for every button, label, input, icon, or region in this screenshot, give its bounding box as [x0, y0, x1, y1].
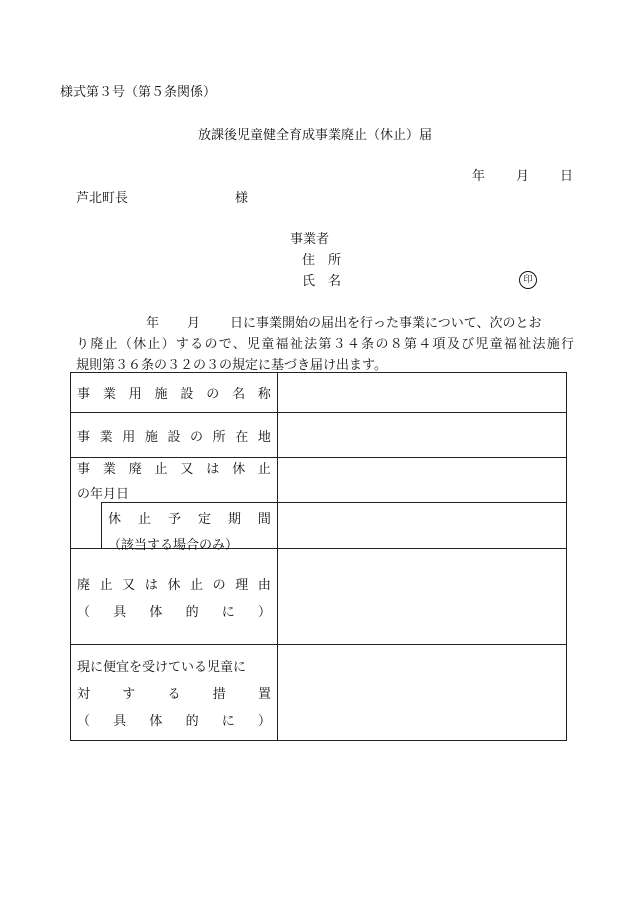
label-char: 廃	[128, 462, 142, 477]
facility-name-label	[71, 383, 277, 402]
table-row	[71, 502, 567, 549]
label-char: 止	[154, 462, 168, 477]
table-row	[71, 549, 567, 645]
label-char: 期	[227, 512, 241, 527]
label-char: は	[144, 577, 158, 593]
label-char: 具	[113, 604, 127, 620]
label-char: 称	[257, 387, 271, 402]
label-char: 設	[167, 429, 181, 445]
label-char: 体	[149, 604, 163, 620]
applicant-label: 事業者	[290, 232, 330, 247]
label-char: は	[206, 462, 220, 477]
applicant-name-label: 氏 名	[302, 274, 342, 289]
statement-month: 月	[187, 316, 201, 331]
closure-date-label-cell	[71, 458, 278, 503]
facility-location-label	[71, 426, 277, 445]
date-year-label: 年	[472, 169, 486, 184]
label-char: 名	[232, 387, 246, 402]
closure-date-label-2: の年月日	[77, 487, 130, 502]
label-char: 業	[102, 387, 116, 402]
label-char: 所	[212, 429, 226, 445]
label-char: 業	[102, 462, 116, 477]
label-char: 具	[113, 714, 127, 729]
label-char: の	[190, 429, 204, 445]
label-char: に	[221, 604, 235, 620]
measures-label: 現に便宜を受けている児童に	[77, 660, 247, 675]
label-char: ）	[257, 604, 271, 620]
label-char: 在	[235, 429, 249, 445]
date-month-label: 月	[516, 169, 530, 184]
label-char: 止	[257, 462, 271, 477]
facility-name-field[interactable]	[278, 373, 567, 413]
reason-label-2	[71, 601, 277, 620]
label-char: 止	[190, 577, 204, 593]
label-char: 用	[128, 387, 142, 402]
label-char: （	[77, 714, 91, 729]
label-char: 事	[77, 387, 91, 402]
label-char: 止	[99, 577, 113, 593]
label-char: （	[77, 604, 91, 620]
table-row	[71, 645, 567, 741]
label-char: 施	[144, 429, 158, 445]
measures-field[interactable]	[278, 645, 567, 741]
statement-year: 年	[146, 316, 160, 331]
addressee-name: 芦北町長	[76, 191, 129, 206]
label-char: 的	[185, 604, 199, 620]
measures-label-2	[71, 683, 277, 702]
label-char: に	[221, 714, 235, 729]
document-title: 放課後児童健全育成事業廃止（休止）届	[197, 128, 432, 143]
label-char: 予	[167, 512, 181, 527]
table-row	[71, 413, 567, 458]
label-char: の	[206, 387, 220, 402]
reason-field[interactable]	[278, 549, 567, 645]
planned-period-label-cell	[71, 502, 278, 553]
measures-label-3	[71, 710, 277, 729]
statement-paragraph	[76, 313, 574, 376]
label-char: 対	[77, 687, 91, 702]
label-char: 休	[232, 462, 246, 477]
reason-label	[71, 574, 277, 593]
table-row	[71, 458, 567, 503]
label-char: ）	[257, 714, 271, 729]
label-char: 休	[108, 512, 122, 527]
statement-line-3: 規則第３６条の３２の３の規定に基づき届け出ます。	[76, 358, 387, 373]
statement-line-1-text: 日に事業開始の届出を行った事業について、次のとお	[230, 316, 542, 331]
label-char: 用	[122, 429, 136, 445]
statement-line-1	[76, 313, 574, 334]
label-char: 設	[180, 387, 194, 402]
label-char: 地	[257, 429, 271, 445]
reason-label-cell	[71, 549, 278, 645]
planned-period-label	[108, 508, 271, 527]
label-char: 定	[197, 512, 211, 527]
measures-label-cell	[71, 645, 278, 741]
label-char: 体	[149, 714, 163, 729]
label-char: 又	[122, 577, 136, 593]
label-char: 的	[185, 714, 199, 729]
planned-period-note: （該当する場合のみ）	[108, 538, 239, 553]
table-row	[71, 373, 567, 413]
label-char: 止	[137, 512, 151, 527]
label-char: 事	[77, 462, 91, 477]
statement-line-2: り廃止（休止）するので、児童福祉法第３４条の８第４項及び児童福祉法施行	[76, 337, 574, 352]
label-char: 理	[235, 577, 249, 593]
label-char: 休	[167, 577, 181, 593]
planned-period-field[interactable]	[278, 502, 567, 549]
label-char: 置	[257, 687, 271, 702]
label-char: の	[212, 577, 226, 593]
label-char: 間	[257, 512, 271, 527]
closure-date-field[interactable]	[278, 458, 567, 503]
applicant-address-label: 住 所	[302, 253, 342, 268]
report-table	[70, 372, 567, 741]
date-day-label: 日	[560, 169, 574, 184]
facility-location-label-cell	[71, 413, 278, 458]
addressee-honorific: 様	[235, 191, 249, 206]
label-char: 由	[257, 577, 271, 593]
label-char: 事	[77, 429, 91, 445]
facility-location-field[interactable]	[278, 413, 567, 458]
label-char: 廃	[77, 577, 91, 593]
label-char: す	[122, 687, 136, 702]
form-number-label: 様式第３号（第５条関係）	[60, 85, 217, 100]
label-char: 措	[212, 687, 226, 702]
label-char: 施	[154, 387, 168, 402]
facility-name-label-cell	[71, 373, 278, 413]
closure-date-label	[71, 458, 277, 477]
label-char: 又	[180, 462, 194, 477]
label-char: 業	[99, 429, 113, 445]
seal-mark: 印	[519, 271, 537, 289]
label-char: る	[167, 687, 181, 702]
